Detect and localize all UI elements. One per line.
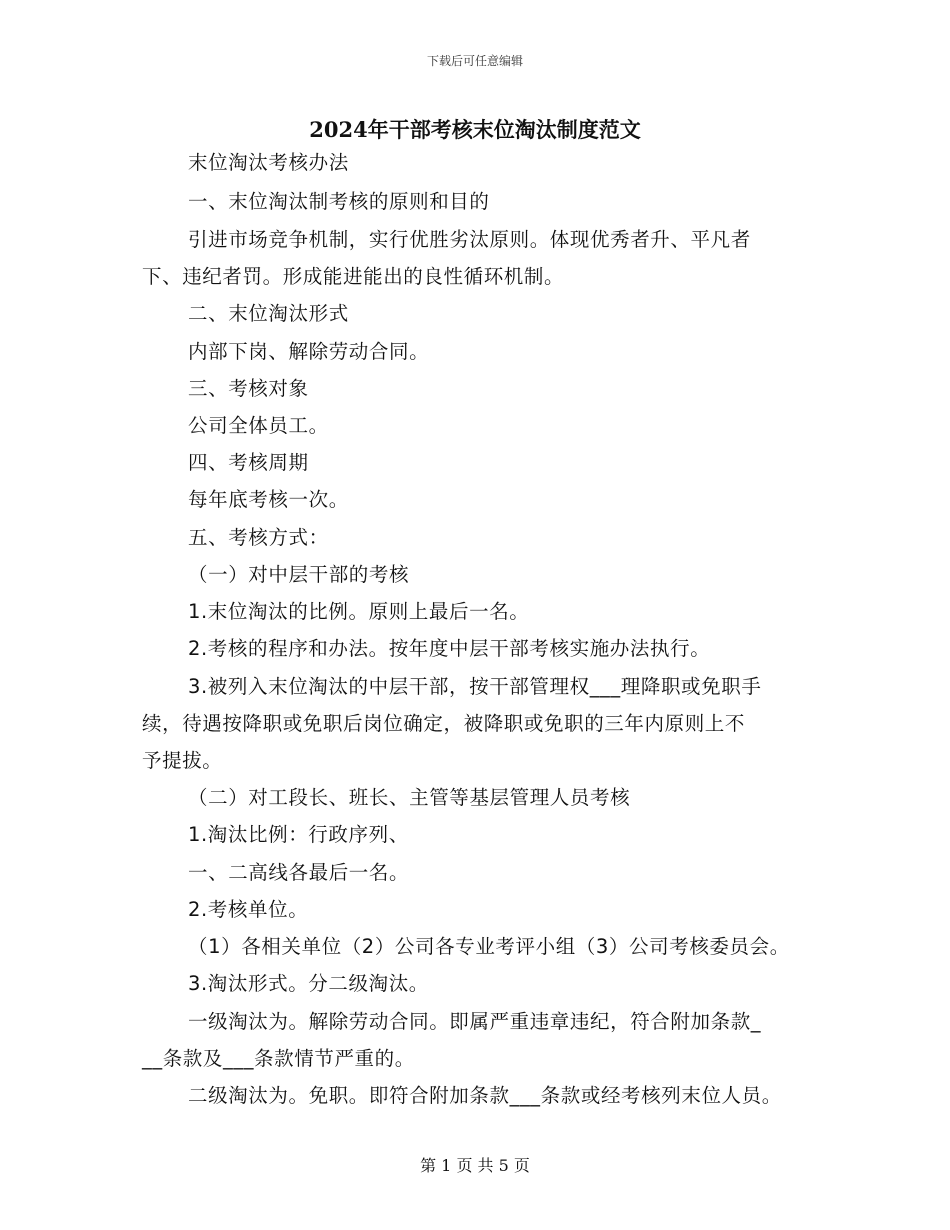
paragraph-line: 1.末位淘汰的比例。原则上最后一名。 xyxy=(188,600,530,623)
paragraph-line: （1）各相关单位（2）公司各专业考评小组（3）公司考核委员会。 xyxy=(188,935,790,958)
paragraph-line: 3.被列入末位淘汰的中层干部，按干部管理权___理降职或免职手 xyxy=(188,675,762,698)
paragraph-line: 1.淘汰比例：行政序列、 xyxy=(188,823,409,846)
section-heading: 一、末位淘汰制考核的原则和目的 xyxy=(188,190,490,213)
document-title: 2024年干部考核末位淘汰制度范文 xyxy=(309,117,641,142)
paragraph-line: 2.考核的程序和办法。按年度中层干部考核实施办法执行。 xyxy=(188,637,711,660)
subsection-heading: （一）对中层干部的考核 xyxy=(188,563,410,586)
paragraph-line: 末位淘汰考核办法 xyxy=(188,151,349,174)
paragraph-line: 3.淘汰形式。分二级淘汰。 xyxy=(188,972,429,995)
section-heading: 二、末位淘汰形式 xyxy=(188,302,349,325)
paragraph-line: 一级淘汰为。解除劳动合同。即属严重违章违纪，符合附加条款_ xyxy=(188,1010,762,1033)
paragraph-line: 二级淘汰为。免职。即符合附加条款___条款或经考核列末位人员。 xyxy=(188,1084,782,1107)
paragraph-line: __条款及___条款情节严重的。 xyxy=(142,1047,415,1070)
paragraph-line: 内部下岗、解除劳动合同。 xyxy=(188,340,430,363)
subsection-heading: （二）对工段长、班长、主管等基层管理人员考核 xyxy=(188,786,631,809)
page-footer: 第 1 页 共 5 页 xyxy=(420,1156,530,1175)
paragraph-line: 予提拔。 xyxy=(142,749,223,772)
header-note: 下载后可任意编辑 xyxy=(426,54,523,68)
section-heading: 三、考核对象 xyxy=(188,377,309,400)
paragraph-line: 下、违纪者罚。形成能进能出的良性循环机制。 xyxy=(142,265,565,288)
paragraph-line: 续，待遇按降职或免职后岗位确定，被降职或免职的三年内原则上不 xyxy=(142,712,746,735)
paragraph-line: 公司全体员工。 xyxy=(188,414,329,437)
paragraph-line: 2.考核单位。 xyxy=(188,898,309,921)
paragraph-line: 一、二高线各最后一名。 xyxy=(188,861,410,884)
paragraph-line: 每年底考核一次。 xyxy=(188,488,349,511)
section-heading: 四、考核周期 xyxy=(188,451,309,474)
section-heading: 五、考核方式： xyxy=(188,526,329,549)
paragraph-line: 引进市场竞争机制，实行优胜劣汰原则。体现优秀者升、平凡者 xyxy=(188,228,751,251)
